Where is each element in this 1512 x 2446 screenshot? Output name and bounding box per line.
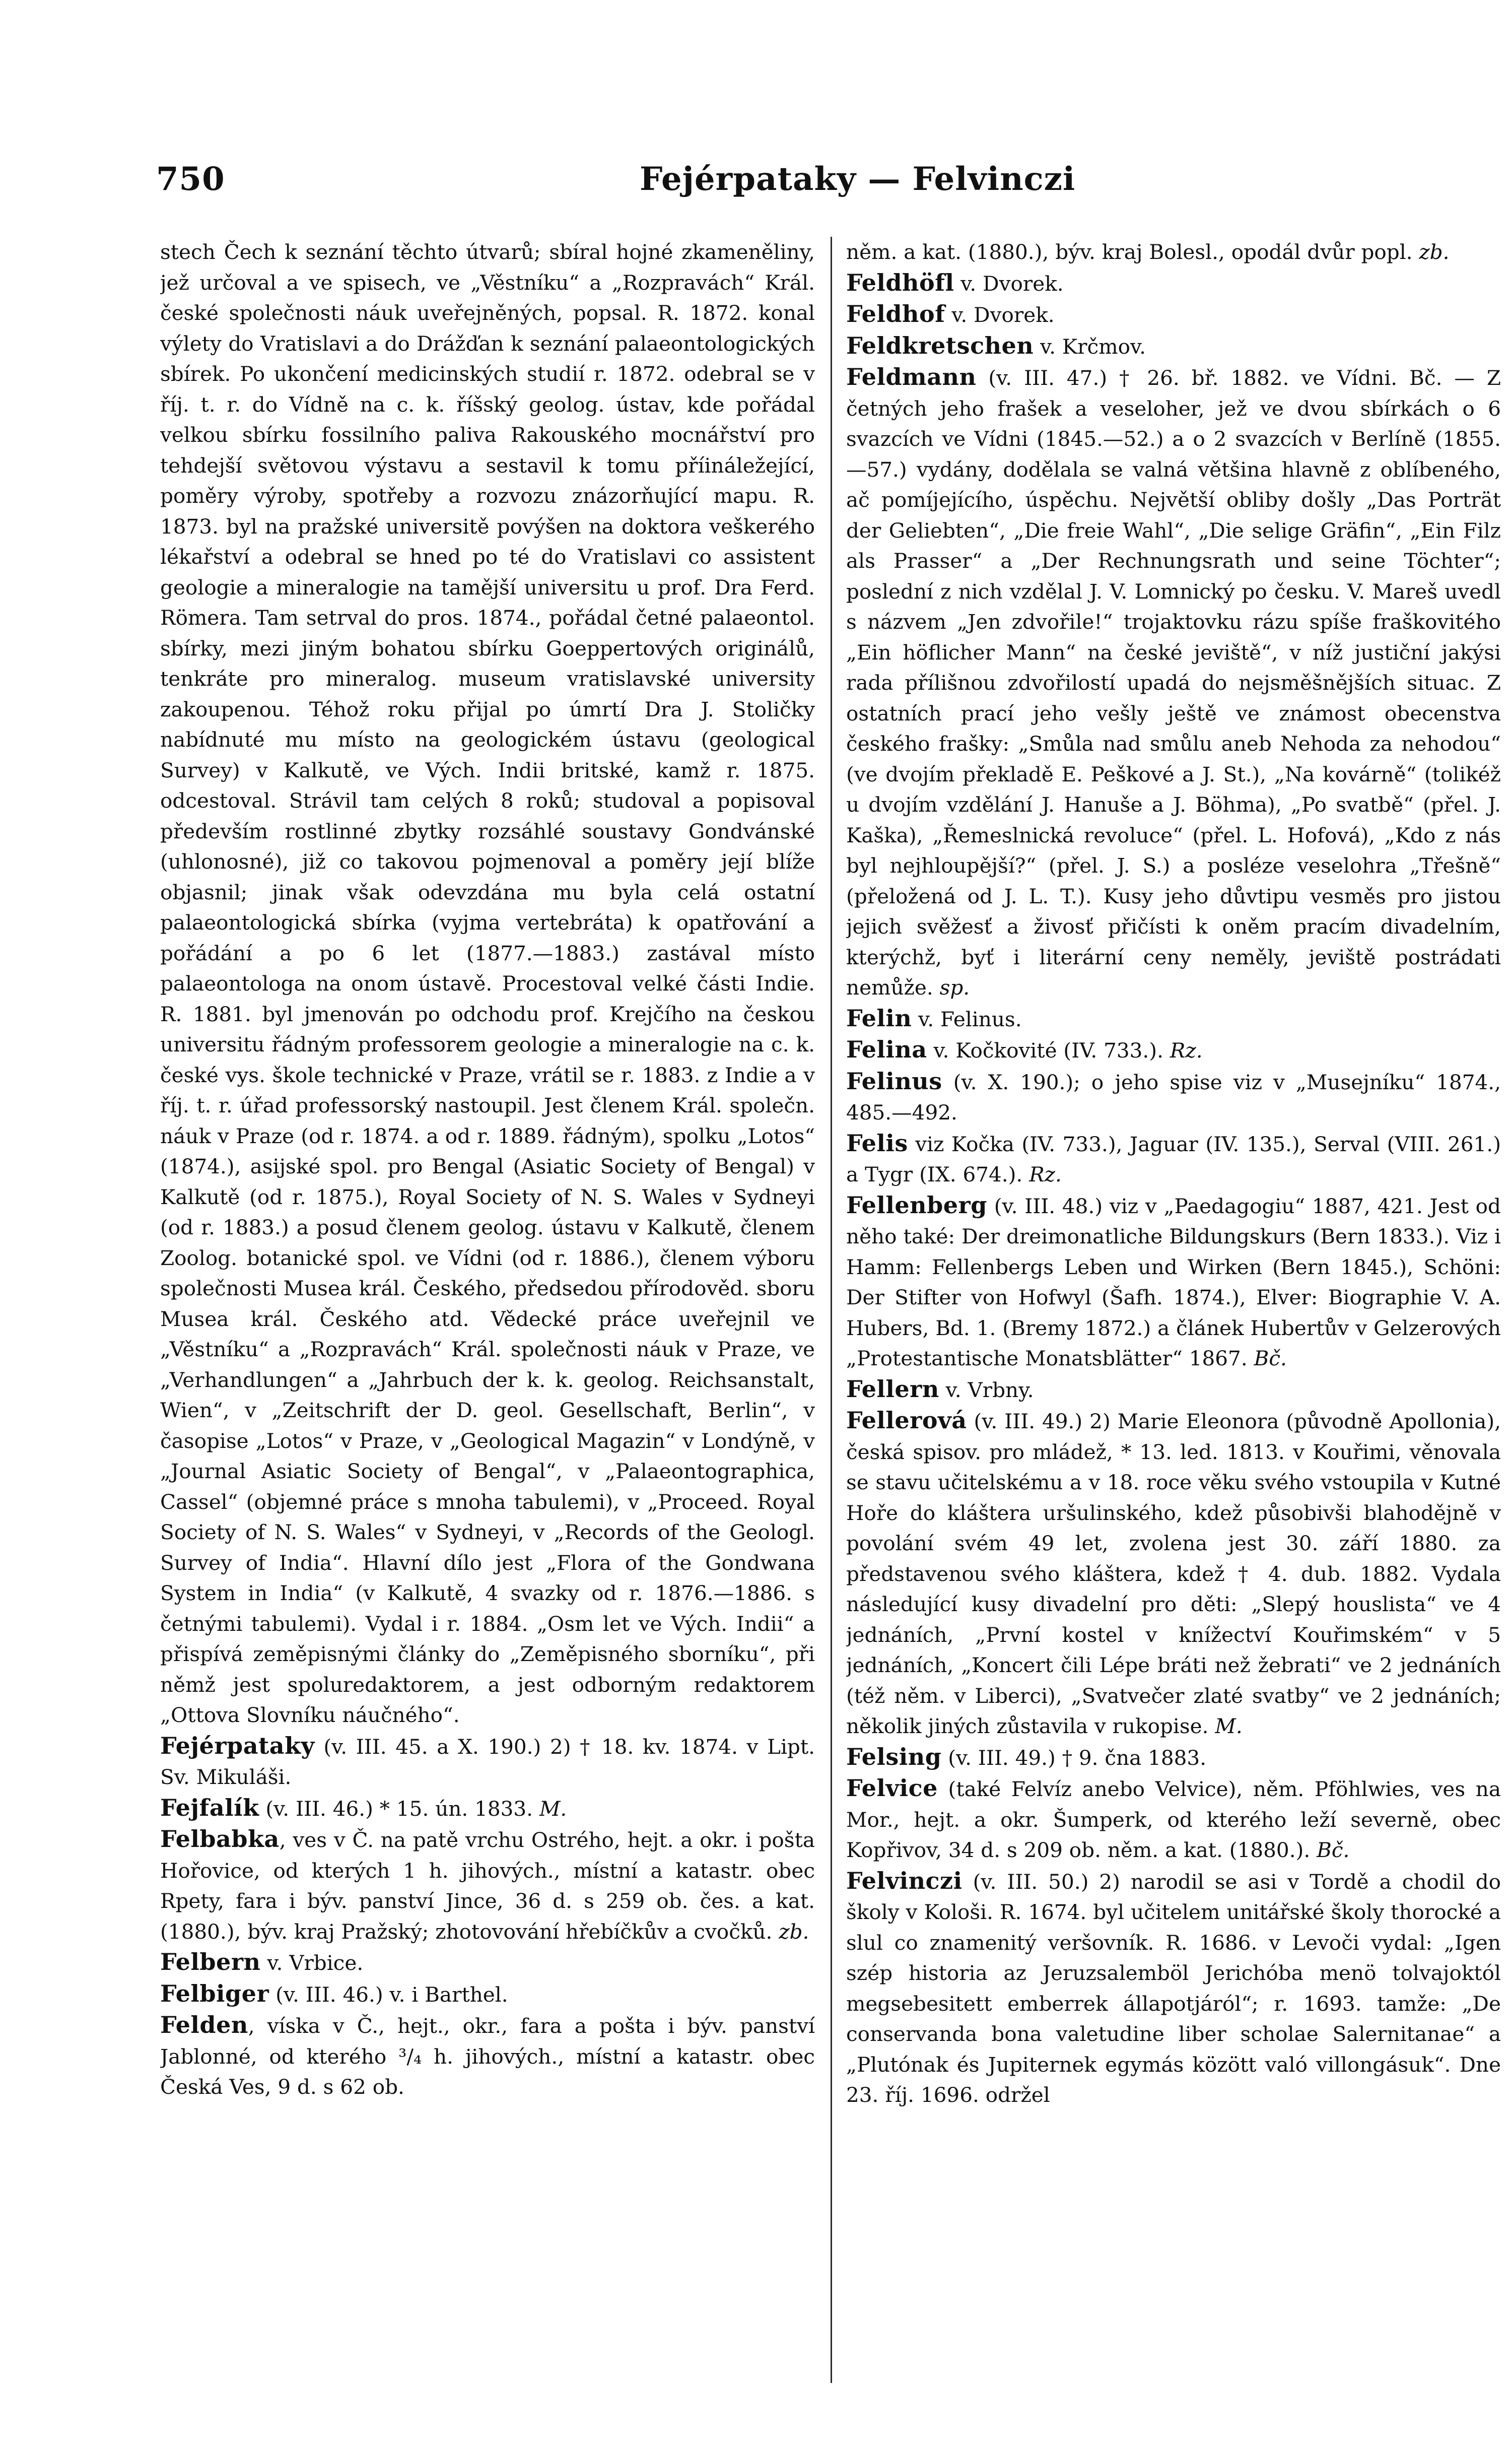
dictionary-entry (160, 1978, 815, 2010)
entry-headword: Fellern (846, 1375, 939, 1403)
entry-text: (v. III. 46.) v. i Barthel. (269, 1982, 508, 2007)
entry-text: , ves v Č. na patě vrchu Ostrého, hejt. a okr. i pošta Hořovice, od kterých 1 h. jihových., místní a katastr. obec Rpety, fara i býv. panství Jince, 36 d. s 259 ob. čes. a kat. (1880.), býv. kraj Pražský; zhotovování hřebíčkův a cvočků. (160, 1828, 815, 1944)
entry-signature: Bč. (1317, 1838, 1350, 1862)
entry-headword: Felina (846, 1036, 927, 1063)
entry-headword: Felsing (846, 1743, 942, 1770)
dictionary-entry (846, 1405, 1501, 1742)
entry-headword: Felinus (846, 1067, 942, 1095)
entry-text: v. Dvorek. (945, 303, 1055, 327)
entry-text: , víska v Č., hejt., okr., fara a pošta i býv. panství Jablonné, od kterého ³/₄ h. jihových., místní a katastr. obec Česká Ves, 9 d. s 62 ob. (160, 2014, 815, 2099)
entry-headword: Fellenberg (846, 1191, 987, 1219)
entry-headword: Felbiger (160, 1979, 269, 2007)
entry-headword: Fejfalík (160, 1794, 259, 1821)
entry-signature: Rz. (1029, 1162, 1062, 1186)
right-column (846, 237, 1501, 2388)
right-entries (846, 268, 1501, 2110)
entry-signature: M. (1215, 1714, 1243, 1738)
entry-text: v. Vrbny. (939, 1377, 1034, 1402)
entry-text: (v. III. 49.) 2) Marie Eleonora (původně Apollonia), česká spisov. pro mládež, * 13. led. 1813. v Kouřimi, věnovala se stavu učitelskému a v 18. roce věku svého vstoupila v Kutné Hoře do kláštera uršulinského, kdež působivši blahodějně v povolání svém 49 let, zvolena jest 30. září 1880. za představenou svého kláštera, kdež † 4. dub. 1882. Vydala následující kusy divadelní pro děti: „Slepý houslista“ ve 4 jednáních, „První kostel v knížectví Kouřimském“ v 5 jednáních, „Koncert čili Lépe bráti než žebrati“ ve 2 jednáních (též něm. v Liberci), „Svatvečer zlaté svatby“ ve 2 jednáních; několik jiných zůstavila v rukopise. (846, 1409, 1501, 1738)
page-number: 750 (156, 160, 225, 198)
entry-text: v. Dvorek. (954, 271, 1064, 296)
entry-text: v. Felinus. (912, 1007, 1022, 1031)
entry-text: (v. III. 46.) * 15. ún. 1833. (259, 1796, 533, 1821)
entry-headword: Feldhöfl (846, 269, 954, 296)
entry-signature: Rz. (1170, 1038, 1203, 1063)
entry-headword: Felvice (846, 1774, 938, 1802)
entry-headword: Feldmann (846, 363, 977, 390)
entry-text: (v. III. 49.) † 9. čna 1883. (941, 1745, 1207, 1770)
left-entries (160, 1731, 815, 2102)
right-continuation-text: něm. a kat. (1880.), býv. kraj Bolesl., opodál dvůr popl. (846, 240, 1413, 264)
entry-headword: Felbern (160, 1948, 261, 1975)
entry-headword: Felvinczi (846, 1867, 963, 1894)
entry-headword: Feldhof (846, 300, 945, 327)
dictionary-entry (846, 299, 1501, 330)
dictionary-entry (846, 1866, 1501, 2110)
entry-headword: Feldkretschen (846, 332, 1034, 359)
dictionary-entry (160, 1824, 815, 1947)
dictionary-entry (846, 1742, 1501, 1773)
entry-text: (v. III. 48.) viz v „Paedagogiu“ 1887, 421. Jest od něho také: Der dreimonatliche Bildungskurs (Bern 1833.). Viz i Hamm: Fellenbergs Leben und Wirken (Bern 1845.), Schöni: Der Stifter von Hofwyl (Šafh. 1874.), Elver: Biographie V. A. Hubers, Bd. 1. (Bremy 1872.) a článek Hubertův v Gelzerových „Protestantische Monatsblätter“ 1867. (846, 1194, 1501, 1370)
entry-headword: Felin (846, 1004, 912, 1032)
dictionary-entry (846, 1128, 1501, 1190)
dictionary-entry (846, 362, 1501, 1003)
dictionary-entry (846, 1190, 1501, 1374)
entry-signature: M. (539, 1796, 567, 1821)
dictionary-entry (846, 1773, 1501, 1866)
entry-text: viz Kočka (IV. 733.), Jaguar (IV. 135.), Serval (VIII. 261.) a Tygr (IX. 674.). (846, 1132, 1501, 1186)
dictionary-entry (846, 1374, 1501, 1406)
entry-text: (v. III. 50.) 2) narodil se asi v Tordě a chodil do školy v Kološi. R. 1674. byl učitelem unitářské školy thorocké a slul co znamenitý veršovník. R. 1686. v Levoči vydal: „Igen szép historia az Jeruzsalemböl Jerichóba menö tolvajoktól megsebesitett emberrek állapotjáról“; r. 1693. tamže: „De conservanda bona valetudine liber scholae Salernitanae“ a „Plutónak és Jupiternek egymás között való villongásuk“. Dne 23. říj. 1696. održel (846, 1869, 1501, 2107)
entry-text: (také Felvíz anebo Velvice), něm. Pföhlwies, ves na Mor., hejt. a okr. Šumperk, od kterého leží severně, obec Kopřivov, 34 d. s 209 ob. něm. a kat. (1880.). (846, 1777, 1501, 1862)
entry-signature: zb. (779, 1919, 809, 1944)
entry-text: v. Vrbice. (260, 1951, 364, 1975)
running-head: Fejérpataky — Felvinczi (640, 160, 1076, 198)
entry-text: (v. III. 45. a X. 190.) 2) † 18. kv. 1874. v Lipt. Sv. Mikuláši. (160, 1734, 815, 1789)
right-continuation (846, 237, 1501, 268)
dictionary-entry (846, 1034, 1501, 1066)
entry-signature: sp. (939, 975, 970, 1000)
dictionary-entry (846, 330, 1501, 362)
left-column (160, 237, 815, 2388)
dictionary-entry (846, 1066, 1501, 1128)
entry-text: v. Krčmov. (1034, 334, 1146, 359)
right-continuation-signature: zb. (1419, 240, 1450, 264)
left-continuation-text: stech Čech k seznání těchto útvarů; sbíral hojné zkameněliny, jež určoval a ve spisech, ve „Věstníku“ a „Rozpravách“ Král. české společnosti náuk uveřejněných, popsal. R. 1872. konal výlety do Vratislavi a do Drážďan k seznání palaeontologických sbírek. Po ukončení medicinských studií r. 1872. odebral se v říj. t. r. do Vídně na c. k. říšský geolog. ústav, kde pořádal velkou sbírku fossilního paliva Rakouského mocnářství pro tehdejší světovou výstavu a sestavil k tomu příináležející, poměry výroby, spotřeby a rozvozu znázorňující mapu. R. 1873. byl na pražské universitě povýšen na doktora veškerého lékařství a odebral se hned po té do Vratislavi co assistent geologie a mineralogie na tamější universitu u prof. Dra Ferd. Römera. Tam setrval do pros. 1874., pořádal četné palaeontol. sbírky, mezi jiným bohatou sbírku Goeppertových originálů, tenkráte pro mineralog. museum vratislavské university zakoupenou. Téhož roku přijal po úmrtí Dra J. Stoličky nabídnuté mu místo na geologickém ústavu (geological Survey) v Kalkutě, ve Vých. Indii britské, kamž r. 1875. odcestoval. Strávil tam celých 8 roků; studoval a popisoval především rostlinné zbytky rozsáhlé soustavy Gondvánské (uhlonosné), již co takovou pojmenoval a poměry její blíže objasnil; jinak však odevzdána mu byla celá ostatní palaeontologická sbírka (vyjma vertebráta) k opatřování a pořádání a po 6 let (1877.—1883.) zastával místo palaeontologa na onom ústavě. Procestoval velké části Indie. R. 1881. byl jmenován po odchodu prof. Krejčího na českou universitu řádným professorem geologie a mineralogie na c. k. české vys. škole technické v Praze, vrátil se r. 1883. z Indie a v říj. t. r. úřad professorský nastoupil. Jest členem Král. společn. náuk v Praze (od r. 1874. a od r. 1889. řádným), spolku „Lotos“ (1874.), asijské spol. pro Bengal (Asiatic Society of Bengal) v Kalkutě (od r. 1875.), Royal Society of N. S. Wales v Sydneyi (od r. 1883.) a posud členem geolog. ústavu v Kalkutě, členem Zoolog. botanické spol. ve Vídni (od r. 1886.), členem výboru společnosti Musea král. Českého, předsedou přírodověd. sboru Musea král. Českého atd. Vědecké práce uveřejnil ve „Věstníku“ a „Rozpravách“ Král. společnosti náuk v Praze, ve „Verhandlungen“ a „Jahrbuch der k. k. geolog. Reichsanstalt, Wien“, v „Zeitschrift der D. geol. Gesellschaft, Berlin“, v časopise „Lotos“ v Praze, v „Geological Magazin“ v Londýně, v „Journal Asiatic Society of Bengal“, v „Palaeontographica, Cassel“ (objemné práce s mnoha tabulemi), v „Proceed. Royal Society of N. S. Wales“ v Sydneyi, v „Records of the Geologl. Survey of India“. Hlavní dílo jest „Flora of the Gondwana System in India“ (v Kalkutě, 4 svazky od r. 1876.—1886. s četnými tabulemi). Vydal i r. 1884. „Osm let ve Vých. Indii“ a přispívá zeměpisnými články do „Zeměpisného sborníku“, při němž jest spoluredaktorem, a jest odborným redaktorem „Ottova Slovníku náučného“. (160, 240, 815, 1727)
dictionary-entry (846, 1003, 1501, 1035)
dictionary-entry (160, 1731, 815, 1793)
dictionary-entry (160, 1947, 815, 1978)
entry-text: (v. X. 190.); o jeho spise viz v „Musejníku“ 1874., 485.—492. (846, 1070, 1501, 1125)
dictionary-entry (846, 268, 1501, 299)
entry-headword: Felden (160, 2011, 248, 2038)
entry-text: (v. III. 47.) † 26. bř. 1882. ve Vídni. Bč. — Z četných jeho frašek a veseloher, jež ve dvou sbírkách o 6 svazcích ve Vídni (1845.—52.) a o 2 svazcích v Berlíně (1855.—57.) vydány, dodělala se valná většina hlavně z oblíbeného, ač pomíjejícího, úspěchu. Největší obliby došly „Das Porträt der Geliebten“, „Die freie Wahl“, „Die selige Gräfin“, „Ein Filz als Prasser“ a „Der Rechnungsrath und seine Töchter“; poslední z nich vzdělal J. V. Lomnický po česku. V. Mareš uvedl s názvem „Jen zdvořile!“ trojaktovku rázu spíše fraškovitého „Ein höflicher Mann“ na české jeviště“, v níž justiční jakýsi rada přílišnou zdvořilostí upadá do nejsměšnějších situac. Z ostatních prací jeho vešly ještě ve známost obecenstva českého frašky: „Smůla nad smůlu aneb Nehoda za nehodou“ (ve dvojím překladě E. Peškové a J. St.), „Na kovárně“ (tolikéž u dvojím vzdělání J. Hanuše a J. Böhma), „Po svatbě“ (přel. J. Kaška), „Řemeslnická revoluce“ (přel. L. Hofová), „Kdo z nás byl nejhloupější?“ (přel. J. S.) a posléze veselohra „Třešně“ (přeložená od J. L. T.). Kusy jeho důvtipu vesměs pro jistou jejich svěžesť a živosť přičísti k oněm pracím divadelním, kterýchž, byť i literární ceny neměly, jeviště postrádati nemůže. (846, 366, 1501, 1000)
entry-signature: Bč. (1254, 1346, 1287, 1370)
entry-text: v. Kočkovité (IV. 733.). (927, 1038, 1163, 1063)
entry-headword: Felbabka (160, 1825, 280, 1853)
column-divider (831, 237, 832, 2383)
entry-headword: Fellerová (846, 1407, 967, 1434)
dictionary-entry (160, 2010, 815, 2102)
entry-headword: Felis (846, 1129, 908, 1157)
dictionary-entry (160, 1793, 815, 1824)
entry-headword: Fejérpataky (160, 1732, 315, 1759)
